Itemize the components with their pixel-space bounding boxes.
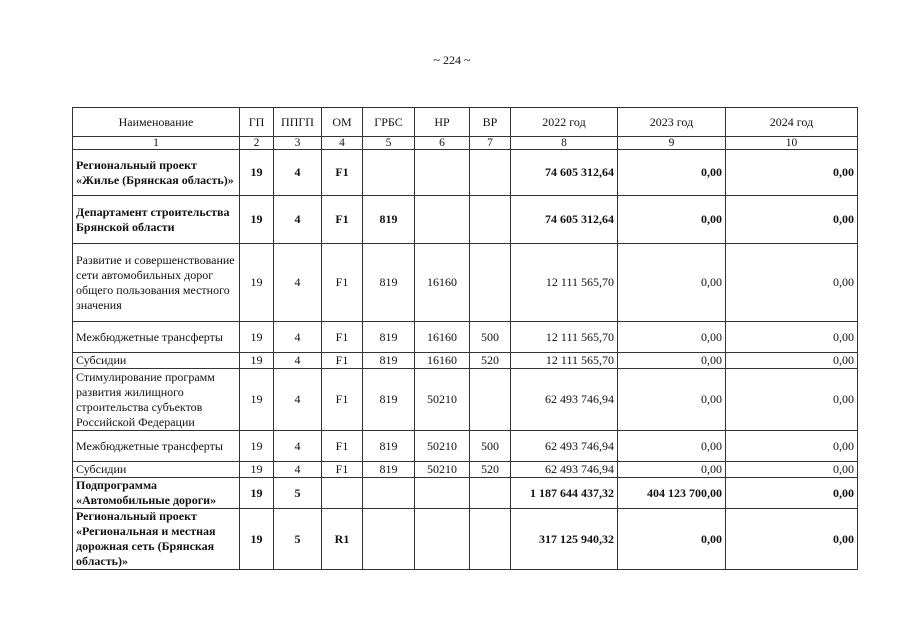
- row-vr: [470, 150, 511, 196]
- column-number: 4: [322, 137, 363, 150]
- column-number: 10: [726, 137, 858, 150]
- column-number: 1: [73, 137, 240, 150]
- row-gp: 19: [240, 478, 274, 509]
- table-row: [73, 244, 858, 322]
- row-grbs: 819: [363, 431, 415, 462]
- column-number: 5: [363, 137, 415, 150]
- column-header-om: ОМ: [322, 108, 363, 137]
- column-header-ppgp: ППГП: [274, 108, 322, 137]
- row-amount-2022: 62 493 746,94: [511, 369, 618, 431]
- column-header-nr: НР: [415, 108, 470, 137]
- row-gp: 19: [240, 196, 274, 244]
- row-amount-2022: 62 493 746,94: [511, 462, 618, 478]
- row-name: Субсидии: [73, 462, 240, 478]
- column-header-vr: ВР: [470, 108, 511, 137]
- row-gp: 19: [240, 150, 274, 196]
- row-amount-2023: 0,00: [618, 462, 726, 478]
- row-name: Межбюджетные трансферты: [73, 431, 240, 462]
- row-gp: 19: [240, 322, 274, 353]
- row-ppgp: 4: [274, 322, 322, 353]
- row-grbs: 819: [363, 353, 415, 369]
- column-header-2024: 2024 год: [726, 108, 858, 137]
- row-ppgp: 4: [274, 369, 322, 431]
- row-om: F1: [322, 244, 363, 322]
- row-amount-2024: 0,00: [726, 322, 858, 353]
- row-name: Субсидии: [73, 353, 240, 369]
- table-body: [73, 108, 858, 570]
- column-number: 3: [274, 137, 322, 150]
- table-row: [73, 353, 858, 369]
- row-amount-2024: 0,00: [726, 369, 858, 431]
- row-nr: 16160: [415, 244, 470, 322]
- table-row: [73, 431, 858, 462]
- row-amount-2022: 317 125 940,32: [511, 509, 618, 570]
- row-nr: 16160: [415, 322, 470, 353]
- row-om: F1: [322, 353, 363, 369]
- row-om: [322, 478, 363, 509]
- row-amount-2022: 1 187 644 437,32: [511, 478, 618, 509]
- row-amount-2024: 0,00: [726, 353, 858, 369]
- row-amount-2022: 62 493 746,94: [511, 431, 618, 462]
- row-amount-2023: 0,00: [618, 150, 726, 196]
- column-header-2023: 2023 год: [618, 108, 726, 137]
- row-vr: [470, 196, 511, 244]
- header-row: [73, 108, 858, 137]
- row-amount-2022: 74 605 312,64: [511, 196, 618, 244]
- row-amount-2024: 0,00: [726, 431, 858, 462]
- row-om: F1: [322, 322, 363, 353]
- row-om: F1: [322, 196, 363, 244]
- table-row: [73, 462, 858, 478]
- row-om: F1: [322, 462, 363, 478]
- column-number: 8: [511, 137, 618, 150]
- row-om: F1: [322, 150, 363, 196]
- row-gp: 19: [240, 431, 274, 462]
- row-nr: [415, 478, 470, 509]
- row-nr: [415, 509, 470, 570]
- row-nr: 50210: [415, 431, 470, 462]
- page-number: ~ 224 ~: [433, 53, 471, 67]
- row-ppgp: 4: [274, 244, 322, 322]
- row-om: F1: [322, 369, 363, 431]
- row-amount-2024: 0,00: [726, 196, 858, 244]
- row-grbs: [363, 478, 415, 509]
- row-vr: 500: [470, 322, 511, 353]
- row-grbs: [363, 509, 415, 570]
- row-nr: [415, 150, 470, 196]
- row-nr: 50210: [415, 462, 470, 478]
- row-gp: 19: [240, 244, 274, 322]
- row-om: F1: [322, 431, 363, 462]
- row-grbs: 819: [363, 244, 415, 322]
- row-amount-2023: 0,00: [618, 369, 726, 431]
- column-header-gp: ГП: [240, 108, 274, 137]
- row-name: Развитие и совершенствование сети автомобильных дорог общего пользования местного значения: [73, 244, 240, 322]
- column-header-2022: 2022 год: [511, 108, 618, 137]
- table-row: [73, 509, 858, 570]
- row-amount-2023: 404 123 700,00: [618, 478, 726, 509]
- table-row: [73, 150, 858, 196]
- row-ppgp: 5: [274, 478, 322, 509]
- row-grbs: [363, 150, 415, 196]
- column-number: 9: [618, 137, 726, 150]
- row-amount-2024: 0,00: [726, 150, 858, 196]
- row-grbs: 819: [363, 322, 415, 353]
- row-amount-2022: 12 111 565,70: [511, 322, 618, 353]
- budget-table: [72, 107, 858, 570]
- row-vr: 500: [470, 431, 511, 462]
- row-ppgp: 4: [274, 150, 322, 196]
- row-nr: 50210: [415, 369, 470, 431]
- row-amount-2022: 12 111 565,70: [511, 353, 618, 369]
- column-number: 7: [470, 137, 511, 150]
- row-ppgp: 4: [274, 196, 322, 244]
- row-grbs: 819: [363, 462, 415, 478]
- row-amount-2024: 0,00: [726, 462, 858, 478]
- row-name: Региональный проект «Жилье (Брянская область)»: [73, 150, 240, 196]
- row-amount-2023: 0,00: [618, 322, 726, 353]
- row-vr: [470, 244, 511, 322]
- row-om: R1: [322, 509, 363, 570]
- column-number-row: [73, 137, 858, 150]
- column-number: 2: [240, 137, 274, 150]
- row-gp: 19: [240, 369, 274, 431]
- row-ppgp: 4: [274, 462, 322, 478]
- row-amount-2024: 0,00: [726, 244, 858, 322]
- column-number: 6: [415, 137, 470, 150]
- table-row: [73, 322, 858, 353]
- row-name: Департамент строительства Брянской области: [73, 196, 240, 244]
- row-nr: 16160: [415, 353, 470, 369]
- row-amount-2024: 0,00: [726, 478, 858, 509]
- row-amount-2023: 0,00: [618, 353, 726, 369]
- column-header-grbs: ГРБС: [363, 108, 415, 137]
- row-vr: [470, 478, 511, 509]
- row-ppgp: 5: [274, 509, 322, 570]
- row-gp: 19: [240, 509, 274, 570]
- row-name: Стимулирование программ развития жилищного строительства субъектов Российской Федерации: [73, 369, 240, 431]
- row-vr: [470, 509, 511, 570]
- column-header-name: Наименование: [73, 108, 240, 137]
- table-row: [73, 478, 858, 509]
- row-vr: 520: [470, 353, 511, 369]
- row-nr: [415, 196, 470, 244]
- row-name: Подпрограмма «Автомобильные дороги»: [73, 478, 240, 509]
- table-row: [73, 369, 858, 431]
- row-amount-2023: 0,00: [618, 196, 726, 244]
- row-name: Региональный проект «Региональная и местная дорожная сеть (Брянская область)»: [73, 509, 240, 570]
- row-amount-2023: 0,00: [618, 509, 726, 570]
- row-ppgp: 4: [274, 353, 322, 369]
- row-ppgp: 4: [274, 431, 322, 462]
- row-gp: 19: [240, 462, 274, 478]
- table-row: [73, 196, 858, 244]
- row-grbs: 819: [363, 369, 415, 431]
- row-vr: [470, 369, 511, 431]
- row-amount-2024: 0,00: [726, 509, 858, 570]
- row-amount-2022: 12 111 565,70: [511, 244, 618, 322]
- row-amount-2023: 0,00: [618, 431, 726, 462]
- row-grbs: 819: [363, 196, 415, 244]
- row-amount-2023: 0,00: [618, 244, 726, 322]
- row-name: Межбюджетные трансферты: [73, 322, 240, 353]
- row-gp: 19: [240, 353, 274, 369]
- row-amount-2022: 74 605 312,64: [511, 150, 618, 196]
- row-vr: 520: [470, 462, 511, 478]
